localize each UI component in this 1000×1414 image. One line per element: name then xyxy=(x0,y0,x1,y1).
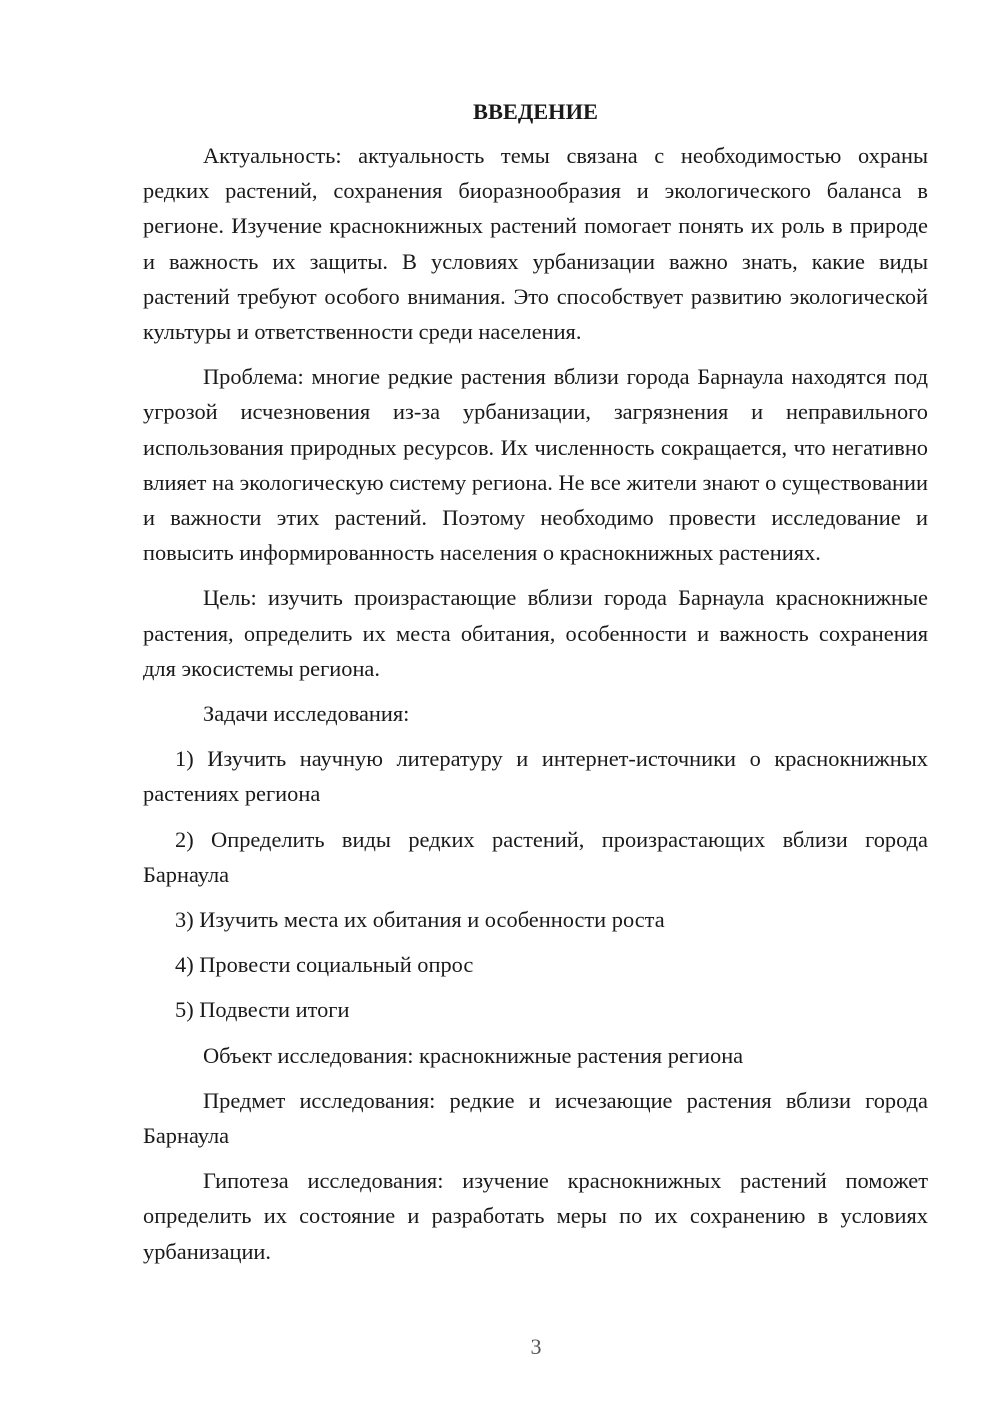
list-item: 5) Подвести итоги xyxy=(175,997,350,1023)
document-page xyxy=(143,96,928,1279)
list-item: 4) Провести социальный опрос xyxy=(175,952,474,978)
tasks-heading: Задачи исследования: xyxy=(203,701,410,727)
list-item: 3) Изучить места их обитания и особенности роста xyxy=(175,907,665,933)
paragraph-relevance: Актуальность: актуальность темы связана с необходимостью охраны редких растений, сохранения биоразнообразия и экологического баланса в регионе. Изучение краснокнижных растений помогает понять их роль в природе и важность их защиты. В условиях урбанизации важно знать, какие виды растений требуют особого внимания. Это способствует развитию экологической культуры и ответственности среди населения. xyxy=(143,143,928,345)
list-item: 1) Изучить научную литературу и интернет-источники о краснокнижных растениях региона xyxy=(143,746,928,807)
list-item: 2) Определить виды редких растений, произрастающих вблизи города Барнаула xyxy=(143,826,928,887)
page-number: 3 xyxy=(530,1334,542,1359)
paragraph-object: Объект исследования: краснокнижные растения региона xyxy=(203,1042,744,1068)
paragraph-problem: Проблема: многие редкие растения вблизи города Барнаула находятся под угрозой исчезновения из-за урбанизации, загрязнения и неправильного использования природных ресурсов. Их численность сокращается, что негативно влияет на экологическую систему региона. Не все жители знают о существовании и важности этих растений. Поэтому необходимо провести исследование и повысить информированность населения о краснокнижных растениях. xyxy=(143,364,928,566)
paragraph-hypothesis: Гипотеза исследования: изучение краснокнижных растений поможет определить их состояние и разработать меры по их сохранению в условиях урбанизации. xyxy=(143,1168,928,1264)
paragraph-subject: Предмет исследования: редкие и исчезающие растения вблизи города Барнаула xyxy=(143,1087,928,1149)
page-title: ВВЕДЕНИЕ xyxy=(473,99,598,124)
paragraph-goal: Цель: изучить произрастающие вблизи города Барнаула краснокнижные растения, определить их места обитания, особенности и важность сохранения для экосистемы региона. xyxy=(143,585,928,681)
